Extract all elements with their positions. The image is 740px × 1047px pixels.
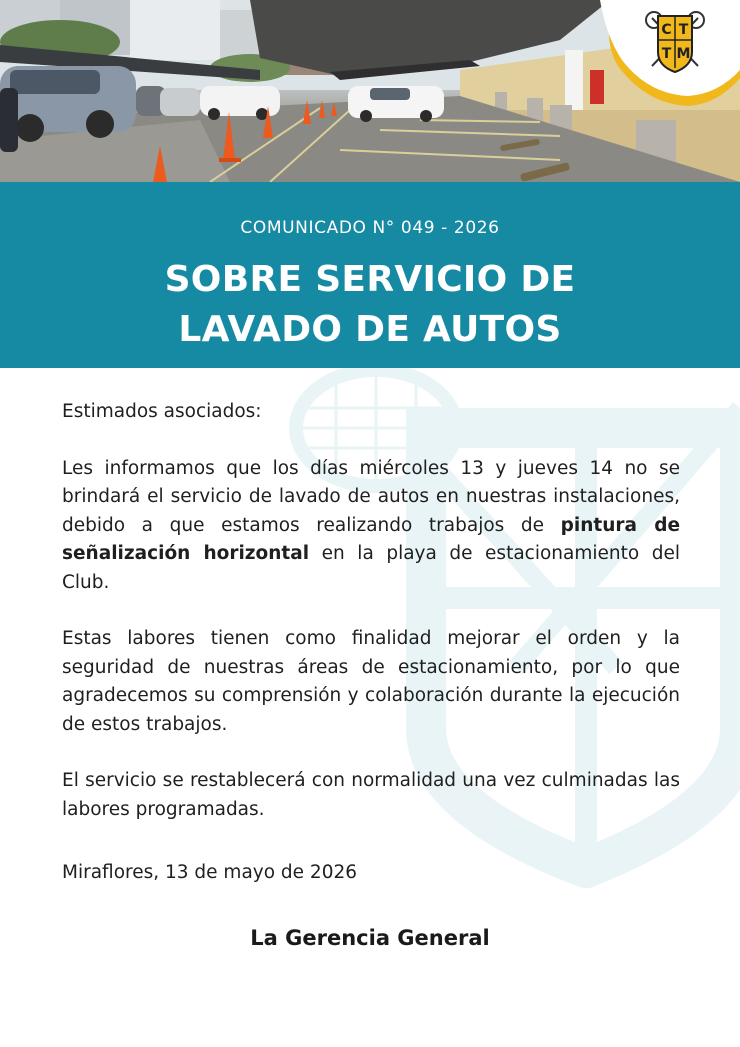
club-logo-badge bbox=[600, 0, 740, 108]
greeting: Estimados asociados: bbox=[62, 401, 262, 422]
logo-letter-c: C bbox=[661, 22, 672, 38]
communique-number: COMUNICADO N° 049 - 2026 bbox=[240, 218, 500, 238]
page-title-line1: SOBRE SERVICIO DE bbox=[164, 259, 576, 300]
page-title-line2: LAVADO DE AUTOS bbox=[178, 309, 562, 350]
signature: La Gerencia General bbox=[250, 926, 490, 950]
place-date: Miraflores, 13 de mayo de 2026 bbox=[62, 862, 358, 883]
title-band bbox=[0, 182, 740, 368]
logo-letter-t2: T bbox=[661, 46, 672, 62]
paragraph-3: El servicio se restablecerá con normalidad una vez culminadas las labores programadas. bbox=[62, 770, 680, 820]
letter-body bbox=[62, 398, 680, 888]
paragraph-1 bbox=[62, 455, 680, 598]
paragraph-1-start: Les informamos que los días miércoles 13 y jueves 14 no se brindará el servicio de lavado de autos en nuestras instalaciones, debido a que estamos realizando trabajos de bbox=[62, 457, 680, 536]
paragraph-1-end: en la playa de estacionamiento del Club. bbox=[62, 543, 681, 593]
paragraph-2: Estas labores tienen como finalidad mejorar el orden y la seguridad de nuestras áreas de estacionamiento, por lo que agradecemos su comprensión y colaboración durante la ejecución de estos trabajos. bbox=[62, 628, 680, 735]
paragraph-1-emphasis: pintura de señalización horizontal bbox=[62, 514, 680, 564]
logo-letter-m: M bbox=[676, 46, 691, 62]
logo-letter-t1: T bbox=[678, 22, 689, 38]
